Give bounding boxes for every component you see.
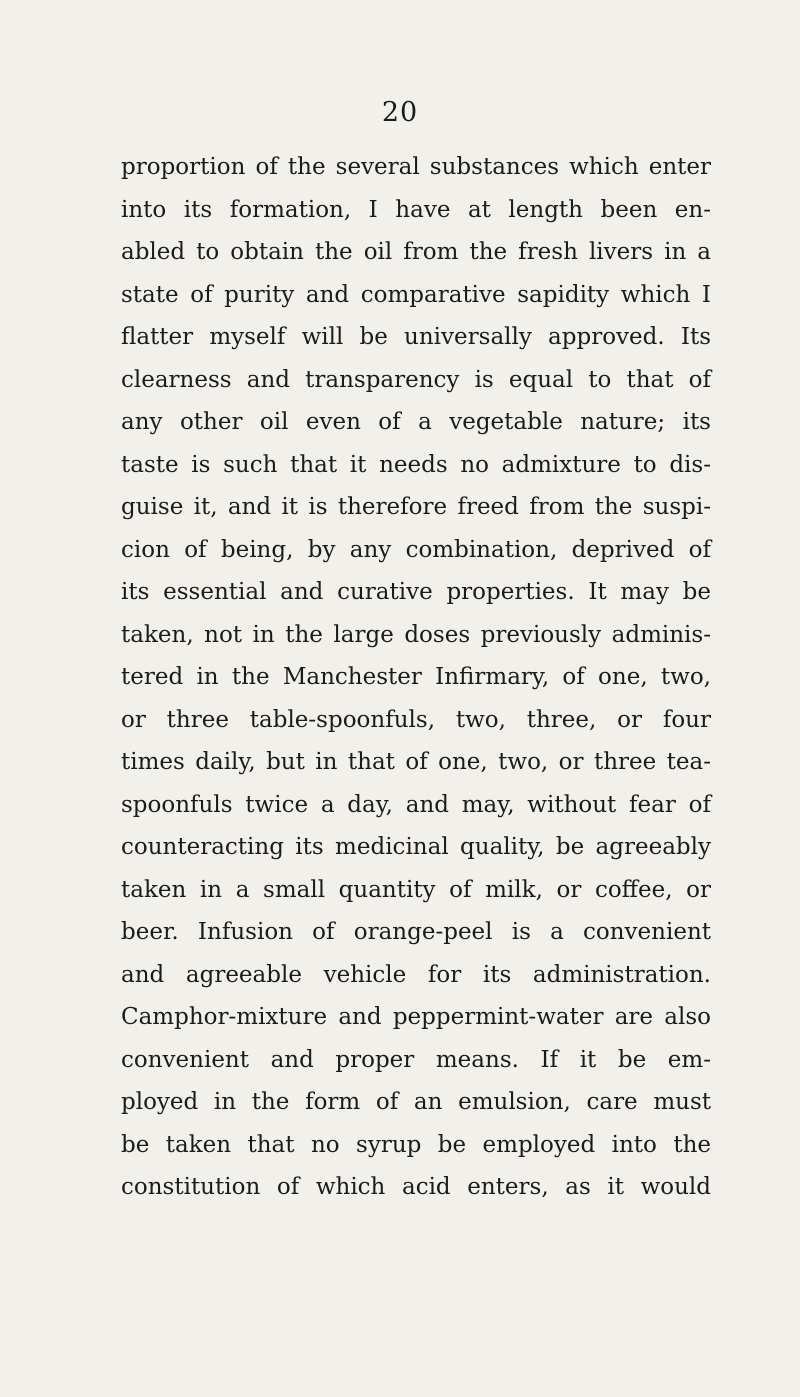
- text-line-12: taken, not in the large doses previously adminis-: [121, 621, 711, 648]
- text-line-2: into its formation, I have at length been en-: [121, 196, 711, 223]
- text-line-5: flatter myself will be universally approved. Its: [121, 324, 711, 350]
- text-line-16: spoonfuls twice a day, and may, without fear of: [121, 791, 711, 818]
- text-line-19: beer. Infusion of orange-peel is a convenient: [121, 919, 711, 945]
- text-line-18: taken in a small quantity of milk, or coffee, or: [121, 876, 711, 903]
- text-line-10: cion of being, by any combination, deprived of: [121, 536, 711, 563]
- text-line-22: convenient and proper means. If it be em-: [121, 1046, 711, 1073]
- text-line-15: times daily, but in that of one, two, or three tea-: [121, 749, 711, 775]
- text-line-23: ployed in the form of an emulsion, care must: [121, 1089, 711, 1115]
- text-line-14: or three table-spoonfuls, two, three, or four: [121, 706, 711, 733]
- body-text: [121, 146, 711, 1209]
- text-line-17: counteracting its medicinal quality, be agreeably: [121, 834, 711, 860]
- text-line-20: and agreeable vehicle for its administration.: [121, 961, 711, 988]
- text-line-1: proportion of the several substances which enter: [121, 154, 711, 180]
- text-line-24: be taken that no syrup be employed into the: [121, 1131, 711, 1158]
- page-number: 20: [381, 97, 419, 128]
- text-line-21: Camphor-mixture and peppermint-water are also: [121, 1004, 711, 1030]
- text-line-8: taste is such that it needs no admixture to dis-: [121, 451, 711, 478]
- text-line-9: guise it, and it is therefore freed from the suspi-: [121, 494, 711, 520]
- text-line-3: abled to obtain the oil from the fresh livers in a: [121, 239, 711, 265]
- text-line-11: its essential and curative properties. It may be: [121, 579, 711, 605]
- text-line-25: constitution of which acid enters, as it would: [121, 1174, 711, 1200]
- text-line-13: tered in the Manchester Infirmary, of one, two,: [121, 664, 711, 690]
- text-line-7: any other oil even of a vegetable nature; its: [121, 409, 711, 435]
- text-line-4: state of purity and comparative sapidity which I: [121, 281, 711, 308]
- text-line-6: clearness and transparency is equal to that of: [121, 366, 711, 393]
